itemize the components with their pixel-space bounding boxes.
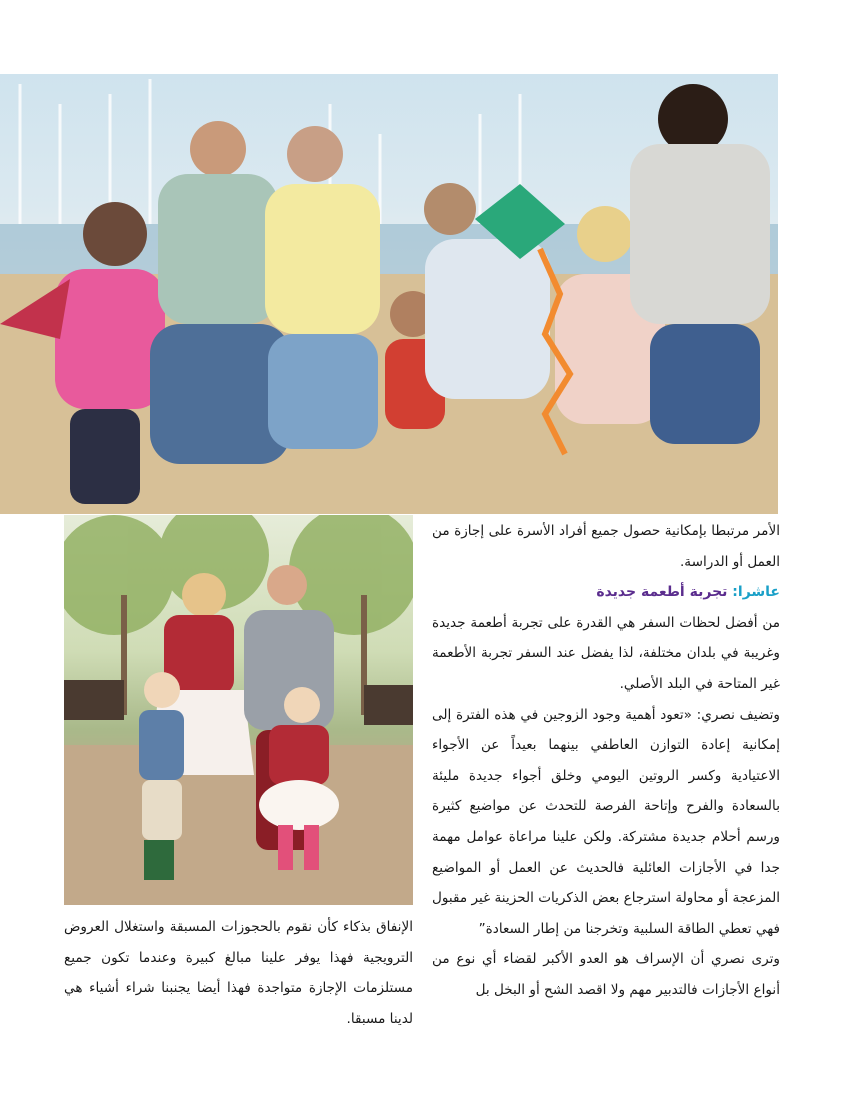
quote-paragraph: وتضيف نصري: «تعود أهمية وجود الزوجين في هذه الفترة إلى إمكانية إعادة التوازن العاطفي بينهما بعيداً عن الأجواء الاعتيادية وكسر الروتين اليومي وخلق أجواء جديدة مليئة بالسعادة والفرح وإتاحة الفرصة للتحدث عن مواضيع كثيرة ورسم أحلام جديدة مشتركة. ولكن علينا مراعاة عوامل مهمة جدا في الأجازات العائلية فالحديث عن العمل أو المواضيع المزعجة أو محاولة استرجاع بعض الذكريات الحزينة غير مقبول فهي تعطي الطاقة السلبية وتخرجنا من إطار السعادة” <box>432 706 780 937</box>
article-column-left <box>64 912 413 1034</box>
family-beach-photo <box>0 74 778 514</box>
food-paragraph: من أفضل لحظات السفر هي القدرة على تجربة أطعمة جديدة وغريبة في بلدان مختلفة، لذا يفضل عند السفر تجربة الأطعمة غير المتاحة في البلد الأصلي. <box>432 614 780 692</box>
article-column-right <box>432 516 780 1006</box>
family-park-photo <box>64 515 413 905</box>
spending-paragraph: الإنفاق بذكاء كأن نقوم بالحجوزات المسبقة واستغلال العروض الترويجية فهذا يوفر علينا مبالغ كبيرة وعندما تكون جميع مستلزمات الإجازة متواجدة فهذا أيضا يجنبنا شراء أشياء هي لدينا مسبقا. <box>64 919 413 1027</box>
section-heading <box>432 577 780 608</box>
waste-paragraph: وترى نصري أن الإسراف هو العدو الأكبر لقضاء أي نوع من أنواع الأجازات فالتدبير مهم ولا اقصد الشح أو البخل بل <box>432 951 780 998</box>
intro-paragraph: الأمر مرتبطا بإمكانية حصول جميع أفراد الأسرة على إجازة من العمل أو الدراسة. <box>432 523 780 570</box>
section-title: تجربة أطعمة جديدة <box>596 584 728 601</box>
section-number: عاشرا: <box>732 584 780 601</box>
